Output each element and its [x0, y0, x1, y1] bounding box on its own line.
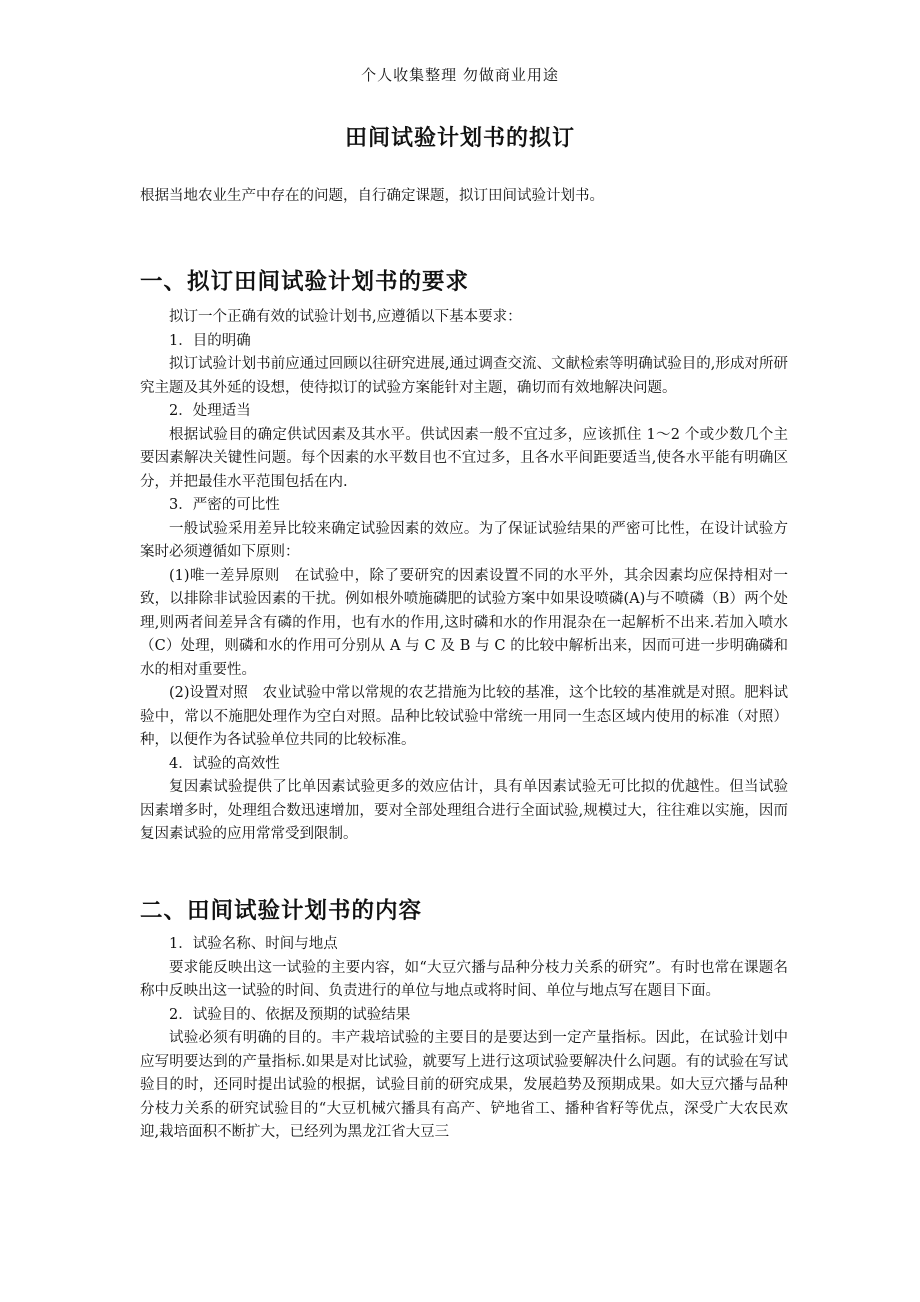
paragraph: (2)设置对照 农业试验中常以常规的农艺措施为比较的基准，这个比较的基准就是对照。肥料试验中，常以不施肥处理作为空白对照。品种比较试验中常统一用同一生态区域内使用的标准（对照）种，以便作为各试验单位共同的比较标准。	[140, 685, 788, 748]
document-title: 田间试验计划书的拟订	[344, 126, 575, 151]
paragraph: 要求能反映出这一试验的主要内容，如“大豆穴播与品种分枝力关系的研究”。有时也常在课题名称中反映出这一试验的时间、负责进行的单位与地点或将时间、单位与地点写在题目下面。	[140, 959, 788, 999]
list-heading: 2．处理适当	[169, 403, 251, 419]
section-body-contents	[140, 933, 788, 1145]
list-heading: 4．试验的高效性	[169, 755, 280, 772]
paragraph: 一般试验采用差异比较来确定试验因素的效应。为了保证试验结果的严密可比性，在设计试验方案时必须遵循如下原则：	[140, 520, 788, 560]
paragraph: (1)唯一差异原则 在试验中，除了要研究的因素设置不同的水平外，其余因素均应保持相对一致，以排除非试验因素的干扰。例如根外喷施磷肥的试验方案中如果设喷磷(A)与不喷磷（B）两个处理,则两者间差异含有磷的作用，也有水的作用,这时磷和水的作用混杂在一起解析不出来.若加入喷水（C）处理，则磷和水的作用可分别从 A 与 C 及 B 与 C 的比较中解析出来，因而可进一步明确磷和水的相对重要性。	[140, 567, 788, 678]
section-heading-contents: 二、田间试验计划书的内容	[140, 898, 423, 924]
paragraph: 拟订试验计划书前应通过回顾以往研究进展,通过调查交流、文献检索等明确试验目的,形成对所研究主题及其外延的设想，使待拟订的试验方案能针对主题，确切而有效地解决问题。	[140, 356, 788, 396]
paragraph: 试验必须有明确的目的。丰产栽培试验的主要目的是要达到一定产量指标。因此，在试验计划中应写明要达到的产量指标.如果是对比试验，就要写上进行这项试验要解决什么问题。有的试验在写试验目的时，还同时提出试验的根据，试验目前的研究成果，发展趋势及预期成果。如大豆穴播与品种分枝力关系的研究试验目的“大豆机械穴播具有高产、铲地省工、播种省籽等优点，深受广大农民欢迎,栽培面积不断扩大，已经列为黑龙江省大豆三	[140, 1030, 788, 1140]
list-heading: 1．试验名称、时间与地点	[169, 936, 338, 952]
intro-paragraph: 根据当地农业生产中存在的问题，自行确定课题，拟订田间试验计划书。	[140, 188, 604, 204]
list-heading: 2．试验目的、依据及预期的试验结果	[169, 1006, 411, 1023]
paragraph: 根据试验目的确定供试因素及其水平。供试因素一般不宜过多，应该抓住 1～2 个或少数几个主要因素解决关键性问题。每个因素的水平数目也不宜过多，且各水平间距要适当,使各水平能有明确区分，并把最佳水平范围包括在内.	[140, 426, 788, 490]
paragraph: 拟订一个正确有效的试验计划书,应遵循以下基本要求：	[169, 309, 522, 325]
section-heading-requirements: 一、拟订田间试验计划书的要求	[140, 269, 470, 295]
page-header: 个人收集整理 勿做商业用途	[361, 66, 559, 84]
list-heading: 1．目的明确	[169, 332, 251, 349]
list-heading: 3．严密的可比性	[169, 497, 280, 513]
section-body-requirements	[140, 306, 788, 847]
paragraph: 复因素试验提供了比单因素试验更多的效应估计，具有单因素试验无可比拟的优越性。但当试验因素增多时，处理组合数迅速增加，要对全部处理组合进行全面试验,规模过大，往往难以实施，因而复因素试验的应用常常受到限制。	[140, 779, 788, 842]
